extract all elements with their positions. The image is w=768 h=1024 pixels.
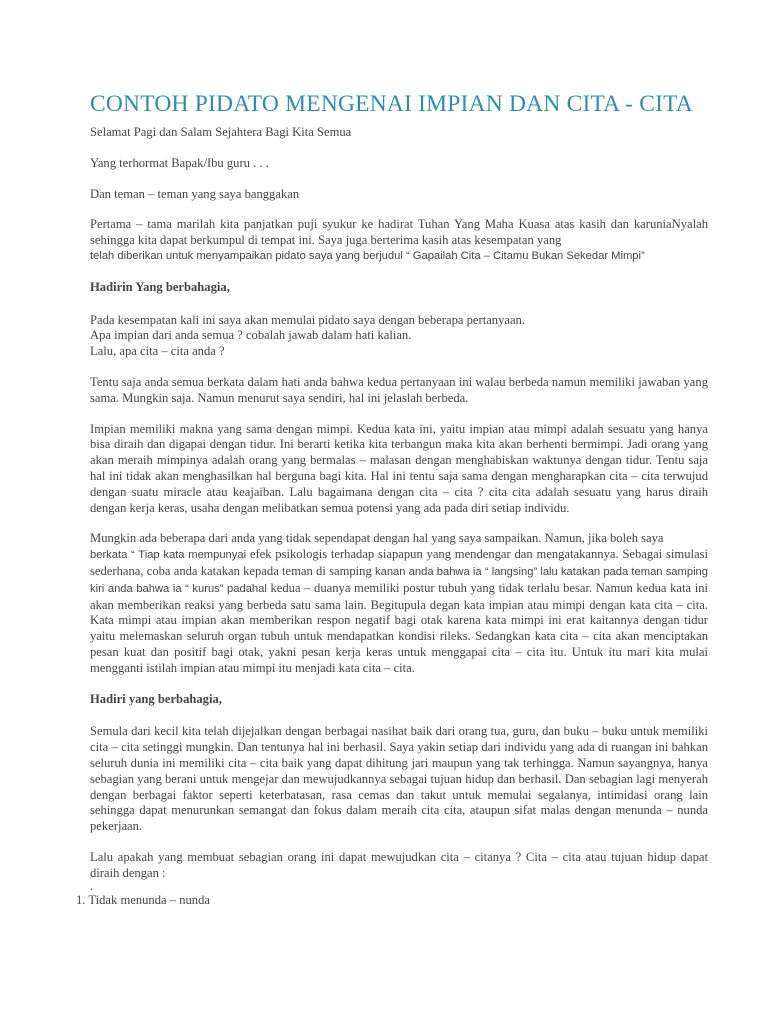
address-friends: Dan teman – teman yang saya banggakan	[90, 186, 300, 201]
words-text-2: efek psikologis terhadap siapapun yang mendengar dan mengatakannya. Sebagai simulasi sederhana, coba anda katakan kepada teman di samping	[90, 547, 709, 578]
answer-paragraph: Tentu saja anda semua berkata dalam hati anda bahwa kedua pertanyaan ini walau berbeda namun memiliki jawaban yang sama. Mungkin saja. Namun menurut saya sendiri, hal ini jelaslah berbeda.	[90, 374, 708, 405]
words-quote-2: kanan anda bahwa ia “ langsing” lalu katakan pada teman samping kiri anda bahwa ia “ kurus” padahal	[90, 565, 708, 595]
question-paragraph: Lalu apakah yang membuat sebagian orang ini dapat mewujudkan cita – citanya ? Cita – cita atau tujuan hidup dapat diraih dengan :	[90, 849, 708, 880]
greeting: Selamat Pagi dan Salam Sejahtera Bagi Kita Semua	[90, 125, 352, 139]
question-line-2: Apa impian dari anda semua ? cobalah jawab dalam hati kalian.	[90, 328, 412, 343]
advice-paragraph: Semula dari kecil kita telah dijejalkan dengan berbagai nasihat baik dari orang tua, guru, dan buku – buku untuk memiliki cita – cita setinggi mungkin. Dan tentunya hal ini berhasil. Saya yakin setiap dari individu yang ada di ruangan ini bahkan seluruh dunia ini memiliki cita – cita baik yang dapat dihitung jari maupun yang tak terhingga. Namun sayangnya, hanya sebagian yang berani untuk mengejar dan mewujudkannya sebagai tujuan hidup dan berhasil. Dan sebagian lagi menyerah dengan berbagai faktor seperti keterbatasan, rasa cemas dan takut untuk memulai segalanya, intimidasi orang lain sehingga dapat menurunkan semangat dan fokus dalam meraih cita cita, ataupun sifat malas dengan menunda – nunda pekerjaan.	[90, 724, 708, 834]
words-paragraph	[90, 531, 708, 676]
questions-paragraph	[90, 313, 708, 360]
opening-paragraph	[90, 217, 708, 264]
document-title: CONTOH PIDATO MENGENAI IMPIAN DAN CITA - CITA	[90, 91, 693, 117]
list-item: 1. Tidak menunda – nunda	[76, 893, 210, 908]
question-line-3: Lalu, apa cita – cita anda ?	[90, 344, 225, 359]
criteria-list	[76, 892, 708, 908]
words-line-1: Mungkin ada beberapa dari anda yang tidak sependapat dengan hal yang saya sampaikan. Namun, jika boleh saya	[90, 531, 664, 546]
section-heading-2: Hadiri yang berbahagia,	[90, 691, 222, 706]
question-line-1: Pada kesempatan kali ini saya akan memulai pidato saya dengan beberapa pertanyaan.	[90, 312, 526, 327]
opening-title-text: telah diberikan untuk menyampaikan pidato saya yang berjudul “ Gapailah Cita – Citamu Bukan Sekedar Mimpi”	[90, 249, 645, 262]
opening-text: Pertama – tama marilah kita panjatkan puji syukur ke hadirat Tuhan Yang Maha Kuasa atas kasih dan karuniaNyalah sehingga kita dapat berkumpul di tempat ini. Saya juga berterima kasih atas kesempatan yang	[90, 217, 708, 248]
stray-dot: .	[90, 879, 93, 894]
dream-paragraph: Impian memiliki makna yang sama dengan mimpi. Kedua kata ini, yaitu impian atau mimpi adalah sesuatu yang hanya bisa diraih dan digapai dengan tidur. Ini berarti ketika kita terbangun maka kita akan berhenti bermimpi. Jadi orang yang akan meraih mimpinya adalah orang yang bermalas – malasan dengan menghabiskan waktunya dengan tidur. Tentu saja hal ini tidak akan menghasilkan hal berguna bagi kita. Hal ini tentu saja sama dengan mengharapkan cita – cita terwujud dengan suatu miracle atau keajaiban. Lalu bagaimana dengan cita – cita ? cita cita adalah sesuatu yang harus diraih dengan kerja keras, usaha dengan melibatkan semua potensi yang ada pada diri setiap individu.	[90, 421, 708, 515]
section-heading-1: Hadirin Yang berbahagia,	[90, 279, 230, 294]
address-teachers: Yang terhormat Bapak/Ibu guru . . .	[90, 155, 269, 170]
words-text-3: kedua – duanya memiliki postur tubuh yang tidak terlalu besar. Namun kedua kata ini akan memberikan reaksi yang berbeda satu sama lain. Begitupula degan kata impian atau mimpi dengan kata cita – cita. Kata mimpi atau impian akan memberikan respon negatif bagi otak karena kata mimpi ini erat kaitannya dengan tidur yaitu melemaskan seluruh organ tubuh untuk mendapatkan kondisi rileks. Sedangkan kata cita – cita akan menciptakan pesan kuat dan positif bagi otak, yakni pesan kerja keras untuk menggapai cita – cita itu. Untuk itu mari kita mulai mengganti istilah impian atau mimpi itu menjadi kata cita – cita.	[90, 580, 708, 675]
words-quote-1: berkata “ Tiap kata mempunyai	[90, 549, 247, 562]
